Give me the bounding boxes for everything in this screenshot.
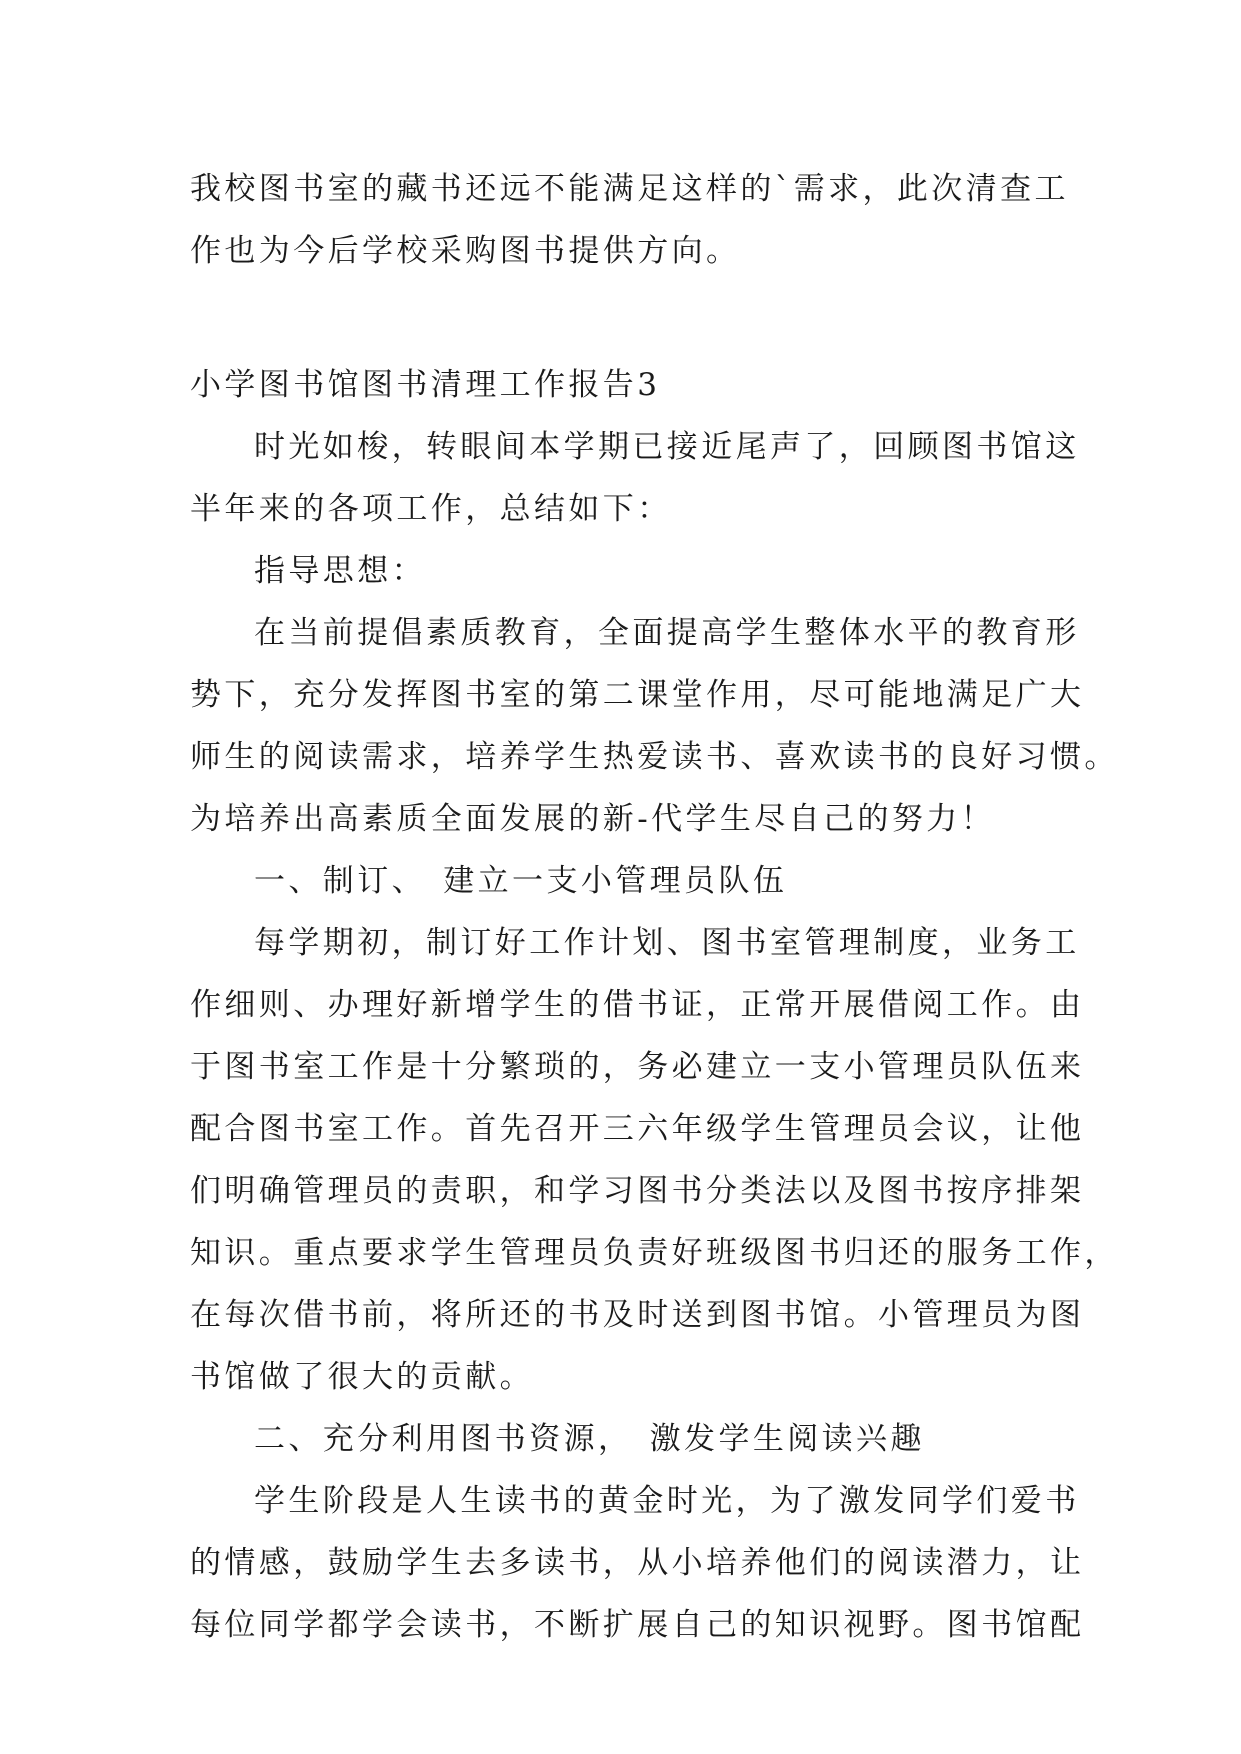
paragraph-gap (190, 282, 1050, 354)
text-line: 为培养出高素质全面发展的新-代学生尽自己的努力！ (190, 801, 996, 837)
text-line: 书馆做了很大的贡献。 (190, 1359, 534, 1395)
text-line: 我校图书室的藏书还远不能满足这样的`需求，此次清查工 (190, 171, 1069, 207)
text-line: 作细则、办理好新增学生的借书证，正常开展借阅工作。由 (190, 987, 1085, 1023)
text-line: 的情感，鼓励学生去多读书，从小培养他们的阅读潜力，让 (190, 1545, 1085, 1581)
text-line: 学生阶段是人生读书的黄金时光，为了激发同学们爱书 (254, 1483, 1080, 1519)
text-line: 配合图书室工作。首先召开三六年级学生管理员会议，让他 (190, 1111, 1085, 1147)
text-line: 师生的阅读需求，培养学生热爱读书、喜欢读书的良好习惯。 (190, 739, 1119, 775)
text-line: 时光如梭，转眼间本学期已接近尾声了，回顾图书馆这 (254, 429, 1080, 465)
text-line: 二、充分利用图书资源， 激发学生阅读兴趣 (254, 1421, 925, 1457)
text-line: 每学期初，制订好工作计划、图书室管理制度，业务工 (254, 925, 1080, 961)
text-line: 知识。重点要求学生管理员负责好班级图书归还的服务工作， (190, 1235, 1119, 1271)
text-line: 在当前提倡素质教育，全面提高学生整体水平的教育形 (254, 615, 1080, 651)
text-line: 半年来的各项工作，总结如下： (190, 491, 672, 527)
text-line: 每位同学都学会读书，不断扩展自己的知识视野。图书馆配 (190, 1607, 1085, 1643)
text-line: 们明确管理员的责职，和学习图书分类法以及图书按序排架 (190, 1173, 1085, 1209)
section-title: 小学图书馆图书清理工作报告3 (190, 367, 661, 403)
text-line: 作也为今后学校采购图书提供方向。 (190, 233, 741, 269)
text-line: 势下，充分发挥图书室的第二课堂作用，尽可能地满足广大 (190, 677, 1085, 713)
text-line: 指导思想： (254, 553, 426, 589)
text-line: 一、制订、 建立一支小管理员队伍 (254, 863, 788, 899)
text-line: 在每次借书前，将所还的书及时送到图书馆。小管理员为图 (190, 1297, 1085, 1333)
document-body (190, 158, 1119, 1656)
text-line: 于图书室工作是十分繁琐的，务必建立一支小管理员队伍来 (190, 1049, 1085, 1085)
